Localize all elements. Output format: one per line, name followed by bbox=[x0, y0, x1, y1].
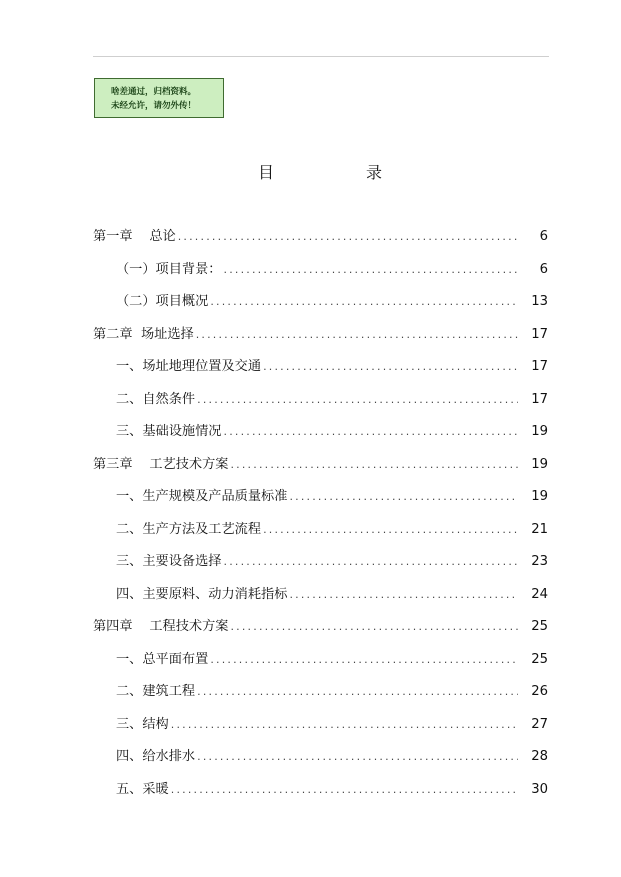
toc-entry-page: 19 bbox=[531, 489, 548, 504]
toc-entry-page: 27 bbox=[531, 716, 548, 732]
toc-entry-page: 26 bbox=[531, 684, 548, 699]
toc-leader-dots bbox=[196, 325, 518, 345]
toc-leader-dots bbox=[230, 455, 518, 475]
toc-leader-dots bbox=[178, 227, 518, 247]
toc-entry[interactable] bbox=[116, 292, 548, 312]
toc-entry[interactable] bbox=[116, 487, 548, 507]
toc-entry-page: 13 bbox=[531, 294, 548, 309]
toc-entry[interactable] bbox=[116, 780, 548, 800]
toc-leader-dots bbox=[197, 747, 518, 767]
toc-entry[interactable] bbox=[116, 390, 548, 410]
toc-leader-dots bbox=[230, 617, 518, 637]
toc-entry[interactable] bbox=[116, 585, 548, 605]
toc-entry-page: 17 bbox=[531, 391, 548, 407]
toc-leader-dots bbox=[289, 487, 518, 507]
stamp-line-2: 未经允许，请勿外传！ bbox=[111, 101, 197, 111]
toc-entry-page: 23 bbox=[531, 554, 548, 569]
toc-entry-label: 二、自然条件 bbox=[116, 391, 196, 407]
toc-entry[interactable] bbox=[116, 357, 548, 377]
toc-entry-page: 25 bbox=[531, 619, 548, 634]
toc-entry-label: 三、结构 bbox=[116, 716, 169, 732]
stamp-line-1: 啥差通过，归档资料。 bbox=[111, 87, 197, 97]
toc-entry-label: （二）项目概况 bbox=[116, 294, 209, 309]
toc-entry[interactable] bbox=[116, 552, 548, 572]
toc-entry[interactable] bbox=[116, 520, 548, 540]
toc-entry-label: 二、建筑工程 bbox=[116, 684, 196, 699]
header-rule bbox=[93, 56, 549, 57]
toc-entry-label: 一、生产规模及产品质量标准 bbox=[116, 489, 288, 504]
toc-leader-dots bbox=[263, 357, 518, 377]
toc-entry[interactable] bbox=[93, 227, 548, 247]
toc-entry[interactable] bbox=[116, 715, 548, 735]
toc-entry[interactable] bbox=[116, 682, 548, 702]
toc-leader-dots bbox=[171, 715, 518, 735]
toc-entry-label: 四、主要原料、动力消耗指标 bbox=[116, 586, 288, 602]
toc-entry-page: 25 bbox=[531, 651, 548, 667]
toc-entry-page: 21 bbox=[531, 521, 548, 537]
toc-heading-char-1: 目 bbox=[258, 163, 275, 182]
toc-entry-label: 四、给水排水 bbox=[116, 749, 196, 764]
toc-leader-dots bbox=[224, 260, 519, 280]
toc-heading-char-2: 录 bbox=[366, 163, 383, 182]
toc-entry-label: 五、采暖 bbox=[116, 781, 169, 797]
toc-entry-page: 17 bbox=[531, 359, 548, 374]
toc-entry-page: 19 bbox=[531, 424, 548, 439]
toc-entry[interactable] bbox=[116, 260, 548, 280]
toc-entry-label: （一）项目背景： bbox=[116, 261, 222, 277]
toc-leader-dots bbox=[210, 650, 518, 670]
toc-entry-page: 28 bbox=[531, 749, 548, 764]
toc-entry-page: 6 bbox=[539, 229, 548, 244]
toc-leader-dots bbox=[224, 422, 519, 442]
toc-leader-dots bbox=[263, 520, 518, 540]
toc-entry-page: 6 bbox=[539, 261, 548, 277]
toc-entry[interactable] bbox=[93, 455, 548, 475]
toc-entry[interactable] bbox=[93, 617, 548, 637]
toc-entry[interactable] bbox=[116, 422, 548, 442]
toc-entry-page: 30 bbox=[531, 781, 548, 797]
toc-leader-dots bbox=[171, 780, 518, 800]
toc-leader-dots bbox=[210, 292, 518, 312]
toc-entry[interactable] bbox=[116, 747, 548, 767]
toc-entry-label: 第二章 场址选择 bbox=[93, 326, 194, 342]
toc-leader-dots bbox=[289, 585, 518, 605]
toc-heading bbox=[0, 160, 621, 184]
approval-stamp bbox=[94, 78, 224, 118]
toc-entry-label: 三、基础设施情况 bbox=[116, 424, 222, 439]
toc-entry-label: 一、场址地理位置及交通 bbox=[116, 359, 262, 374]
toc-leader-dots bbox=[197, 390, 518, 410]
toc-entry-label: 二、生产方法及工艺流程 bbox=[116, 521, 262, 537]
toc-entry-page: 19 bbox=[531, 456, 548, 472]
toc-leader-dots bbox=[224, 552, 519, 572]
toc-entry-page: 24 bbox=[531, 586, 548, 602]
toc-entry-page: 17 bbox=[531, 326, 548, 342]
toc-entry[interactable] bbox=[116, 650, 548, 670]
toc-entry[interactable] bbox=[93, 325, 548, 345]
toc-entry-label: 第一章 总论 bbox=[93, 229, 176, 244]
toc-entry-label: 一、总平面布置 bbox=[116, 651, 209, 667]
toc-entry-label: 三、主要设备选择 bbox=[116, 554, 222, 569]
toc-entry-label: 第三章 工艺技术方案 bbox=[93, 456, 229, 472]
toc-entry-label: 第四章 工程技术方案 bbox=[93, 619, 229, 634]
toc-leader-dots bbox=[197, 682, 518, 702]
